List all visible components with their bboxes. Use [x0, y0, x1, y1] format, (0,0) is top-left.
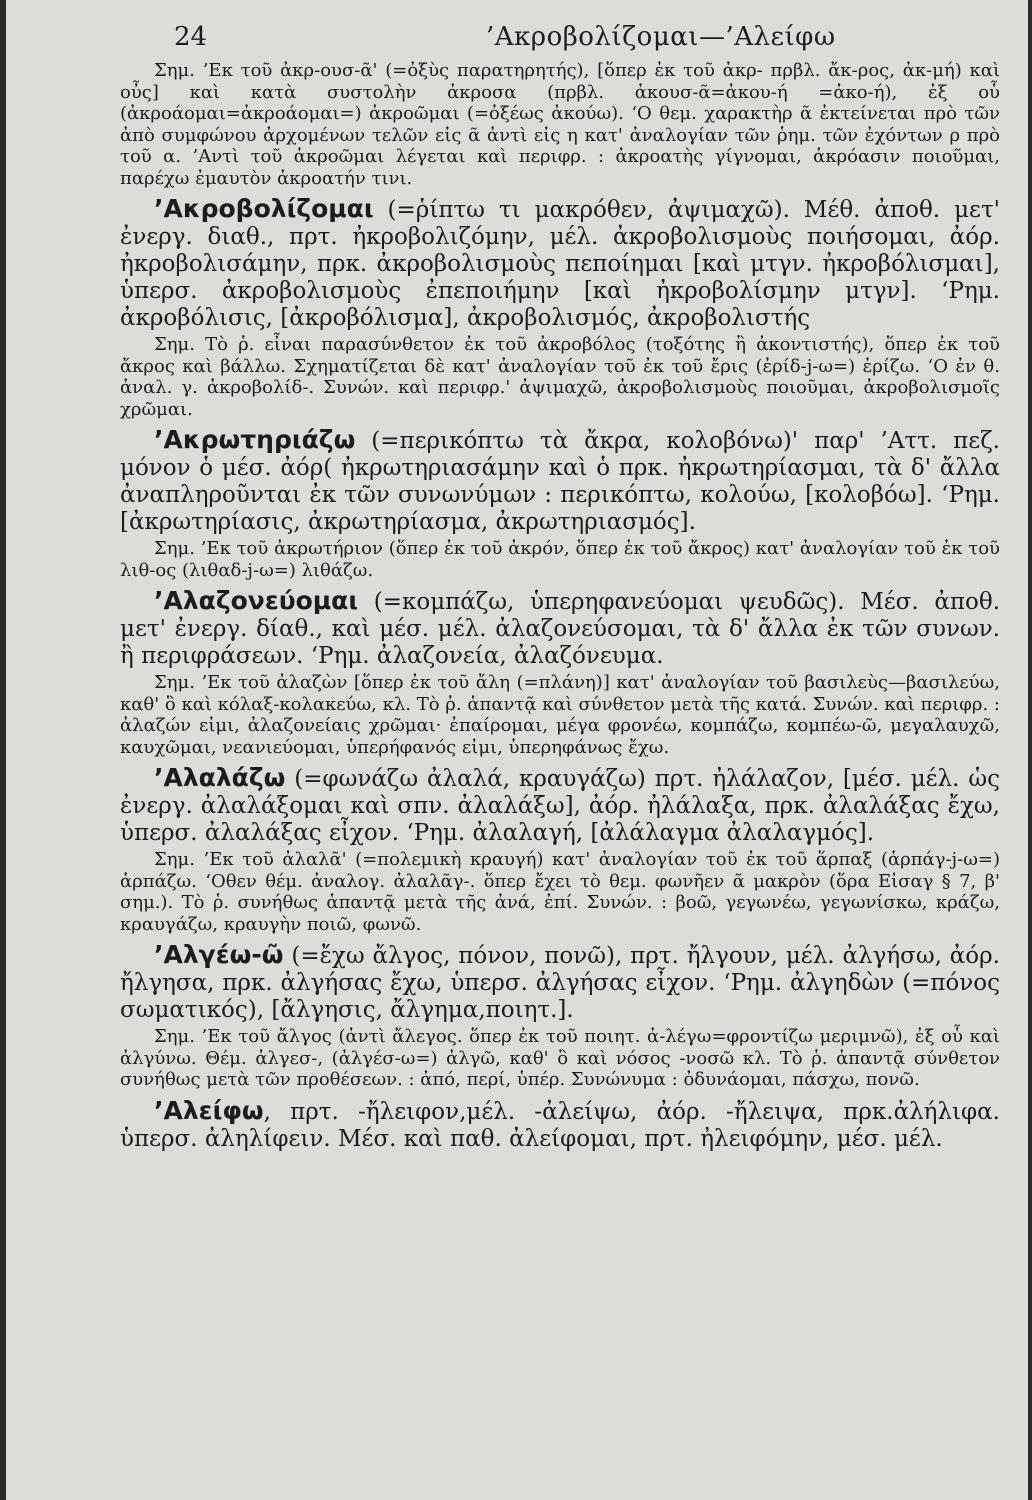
entry-text: (=φωνάζω ἀλαλά, κραυγάζω) πρτ. ἠλάλαζον, [μέσ. μέλ. ὡς ἐνεργ. ἀλαλάξομαι καὶ σπν. ἀλαλάξω], ἀόρ. ἠλάλαξα, πρκ. ἀλαλάξας ἔχω, ὑπερσ. ἀλαλάξας εἶχον. ‘Ρημ. ἀλαλαγή, [ἀλάλαγμα ἀλαλαγμός].: [120, 766, 1000, 846]
dictionary-page: [6, 0, 1028, 1500]
dictionary-entry: [120, 764, 1000, 847]
entry-headword: ’Αλείφω: [154, 1095, 264, 1125]
etymology-note: Σημ. ’Εκ τοῦ ἀκρ-ουσ-ᾶ' (=ὀξὺς παρατηρητής), [ὅπερ ἐκ τοῦ ἀκρ- πρβλ. ἄκ-ρος, ἀκ-μή) καὶ οὖς] καὶ κατὰ συστολὴν ἀκροσα (πρβλ. ἀκουσ-ᾶ=ἀκου-ή =ἀκο-ή), ἐξ οὗ (ἀκροάομαι=ἀκροάομαι=) ἀκροῶμαι (=ὀξέως ἀκούω). ‘Ο θεμ. χαρακτὴρ ᾶ ἐκτείνεται πρὸ τῶν ἀπὸ συμφώνου ἀρχομένων τελῶν εἰς ᾶ ἀντὶ εἰς η κατ' ἀναλογίαν τῶν ῥημ. τῶν ἐχόντων ρ πρὸ τοῦ α. ’Αντὶ τοῦ ἀκροῶμαι λέγεται καὶ περιφρ. : ἀκροατὴς γίγνομαι, ἀκρόασιν ποιοῦμαι, παρέχω ἐμαυτὸν ἀκροατήν τινι.: [120, 60, 1000, 189]
etymology-note: Σημ. ’Εκ τοῦ ἄλγος (ἀντὶ ἄλεγος. ὅπερ ἐκ τοῦ ποιητ. ἀ-λέγω=φροντίζω μεριμνῶ), ἐξ οὗ καὶ ἀλγύνω. Θέμ. ἀλγεσ-, (ἀλγέσ-ω=) ἀλγῶ, καθ' ὃ καὶ νόσος -νοσῶ κλ. Τὸ ῥ. ἀπαντᾷ σύνθετον συνήθως μετὰ τῶν προθέσεων. : ἀπό, περί, ὑπέρ. Συνώνυμα : ὀδυνάομαι, πάσχω, πονῶ.: [120, 1026, 1000, 1090]
dictionary-body: [120, 60, 1000, 1153]
etymology-note: Σημ. ’Εκ τοῦ ἀλαλᾶ' (=πολεμικὴ κραυγή) κατ' ἀναλογίαν τοῦ ἐκ τοῦ ἅρπαξ (ἁρπάγ-j-ω=) ἁρπάζω. ‘Οθεν θέμ. ἀναλογ. ἀλαλᾶγ-. ὅπερ ἔχει τὸ θεμ. φωνῆεν ᾶ μακρὸν (ὅρα Εἰσαγ § 7, β' σημ.). Τὸ ῥ. συνήθως ἁπαντᾷ μετὰ τῆς ἀνά, ἐπί. Συνών. : βοῶ, γεγωνέω, γεγωνίσκω, κράζω, κραυγάζω, κραυγὴν ποιῶ, φωνῶ.: [120, 849, 1000, 935]
etymology-note: Σημ. ’Εκ τοῦ ἀλαζὼν [ὅπερ ἐκ τοῦ ἄλη (=πλάνη)] κατ' ἀναλογίαν τοῦ βασιλεὺς—βασιλεύω, καθ' ὃ καὶ κόλαξ-κολακεύω, κλ. Τὸ ῥ. ἁπαντᾷ καὶ σύνθετον μετὰ τῆς κατά. Συνών. καὶ περιφρ. : ἀλαζών εἰμι, ἀλαζονείαις χρῶμαι· ἐπαίρομαι, μέγα φρονέω, κομπάζω, κομπέω-ῶ, μεγαλαυχῶ, καυχῶμαι, νεανιεύομαι, ὑπερήφανός εἰμι, ὑπερηφάνως ἔχω.: [120, 672, 1000, 758]
entry-paragraph: [120, 195, 1000, 332]
entry-headword: ’Αλαζονεύομαι: [154, 586, 359, 615]
dictionary-entry: [120, 1097, 1000, 1153]
dictionary-entry: [120, 426, 1000, 536]
entry-paragraph: [120, 426, 1000, 536]
entry-paragraph: [120, 941, 1000, 1024]
entry-headword: ’Αλαλάζω: [154, 763, 286, 792]
entry-paragraph: [120, 587, 1000, 670]
entry-text: (=κομπάζω, ὑπερηφανεύομαι ψευδῶς). Μέσ. ἀποθ. μετ' ἐνεργ. δίαθ., καὶ μέσ. μέλ. ἀλαζονεύσομαι, τὰ δ' ἄλλα ἐκ τῶν συνων. ἢ περιφράσεων. ‘Ρημ. ἀλαζονεία, ἀλαζόνευμα.: [120, 589, 1000, 669]
entry-headword: ’Ακρωτηριάζω: [154, 425, 356, 454]
dictionary-entry: [120, 941, 1000, 1024]
entry-text: (=περικόπτω τὰ ἄκρα, κολοβόνω)' παρ' ’Αττ. πεζ. μόνον ὁ μέσ. ἀόρ( ἠκρωτηριασάμην καὶ ὁ πρκ. ἠκρωτηρίασμαι, τὰ δ' ἄλλα ἀναπληροῦνται ἐκ τῶν συνωνύμων : περικόπτω, κολούω, [κολοβόω]. ‘Ρημ. [ἀκρωτηρίασις, ἀκρωτηρίασμα, ἀκρωτηριασμός].: [120, 428, 1000, 535]
dictionary-entry: [120, 587, 1000, 670]
page-number: 24: [174, 22, 208, 52]
entry-text: (=ἔχω ἄλγος, πόνον, πονῶ), πρτ. ἤλγουν, μέλ. ἀλγήσω, ἀόρ. ἤλγησα, πρκ. ἀλγήσας ἔχω, ὑπερσ. ἀλγήσας εἶχον. ‘Ρημ. ἀλγηδὼν (=πόνος σωματικός), [ἄλγησις, ἄλγημα,ποιητ.].: [120, 943, 1000, 1023]
etymology-note: Σημ. Τὸ ῥ. εἶναι παρασύνθετον ἐκ τοῦ ἀκροβόλος (τοξότης ἢ ἀκοντιστής), ὅπερ ἐκ τοῦ ἄκρος καὶ βάλλω. Σχηματίζεται δὲ κατ' ἀναλογίαν τοῦ ἐκ τοῦ ἔρις (ἐρίδ-j-ω=) ἐρίζω. ‘Ο ἐν θ. ἀναλ. γ. ἀκροβολίδ-. Συνών. καὶ περιφρ.' ἀψιμαχῶ, ἀκροβολισμοὺς ποιοῦμαι, ἀκροβολισμοῖς χρῶμαι.: [120, 334, 1000, 420]
etymology-note: Σημ. ’Εκ τοῦ ἀκρωτήριον (ὅπερ ἐκ τοῦ ἀκρόν, ὅπερ ἐκ τοῦ ἄκρος) κατ' ἀναλογίαν τοῦ ἐκ τοῦ λιθ-ος (λιθαδ-j-ω=) λιθάζω.: [120, 538, 1000, 581]
entry-text: , πρτ. -ἤλειφον,μέλ. -ἀλείψω, ἀόρ. -ἤλειψα, πρκ.ἀλήλιφα. ὑπερσ. ἀληλίφειν. Μέσ. καὶ παθ. ἀλείφομαι, πρτ. ἠλειφόμην, μέσ. μέλ.: [120, 1098, 1000, 1152]
entry-headword: ’Αλγέω-ῶ: [154, 940, 284, 969]
running-title: ’Ακροβολίζομαι—’Αλείφω: [486, 22, 836, 52]
page-header: [124, 18, 1000, 58]
entry-text: (=ῥίπτω τι μακρόθεν, ἀψιμαχῶ). Μέθ. ἀποθ. μετ' ἐνεργ. διαθ., πρτ. ἠκροβολιζόμην, μέλ. ἀκροβολισμοὺς ποιήσομαι, ἀόρ. ἠκροβολισάμην, πρκ. ἀκροβολισμοὺς πεποίημαι [καὶ μτγν. ἠκροβόλισμαι], ὑπερσ. ἀκροβολισμοὺς ἐπεποιήμην [καὶ ἠκροβολίσμην μτγν]. ‘Ρημ. ἀκροβόλισις, [ἀκροβόλισμα], ἀκροβολισμός, ἀκροβολιστής: [120, 197, 1000, 331]
entry-headword: ’Ακροβολίζομαι: [154, 194, 374, 223]
entry-paragraph: [120, 1097, 1000, 1153]
entry-paragraph: [120, 764, 1000, 847]
dictionary-entry: [120, 195, 1000, 332]
